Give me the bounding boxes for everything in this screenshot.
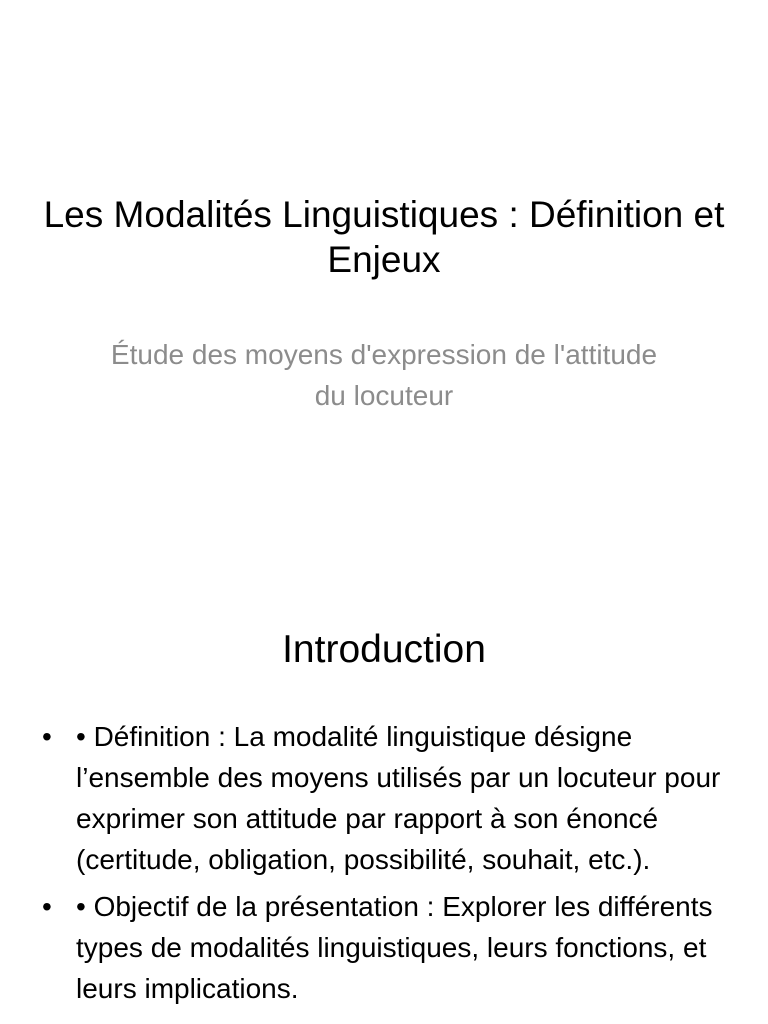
bullet-marker: • xyxy=(42,891,52,922)
list-item-text: • Définition : La modalité linguistique désigne l’ensemble des moyens utilisés par un locuteur pour exprimer son attitude par rapport à son énoncé (certitude, obligation, possibilité, souhait, etc.). xyxy=(76,721,721,875)
slide-subtitle: Étude des moyens d'expression de l'attitude du locuteur xyxy=(110,339,658,411)
list-item xyxy=(40,886,730,1009)
introduction-slide xyxy=(0,576,768,1024)
bullet-marker: • xyxy=(42,721,52,752)
slide-title: Les Modalités Linguistiques : Définition et Enjeux xyxy=(43,194,725,280)
bullet-list xyxy=(40,716,730,1015)
list-item-text: • Objectif de la présentation : Explorer les différents types de modalités linguistiques, leurs fonctions, et leurs implications. xyxy=(76,891,713,1004)
slide-heading: Introduction xyxy=(282,628,486,671)
list-item xyxy=(40,716,730,880)
